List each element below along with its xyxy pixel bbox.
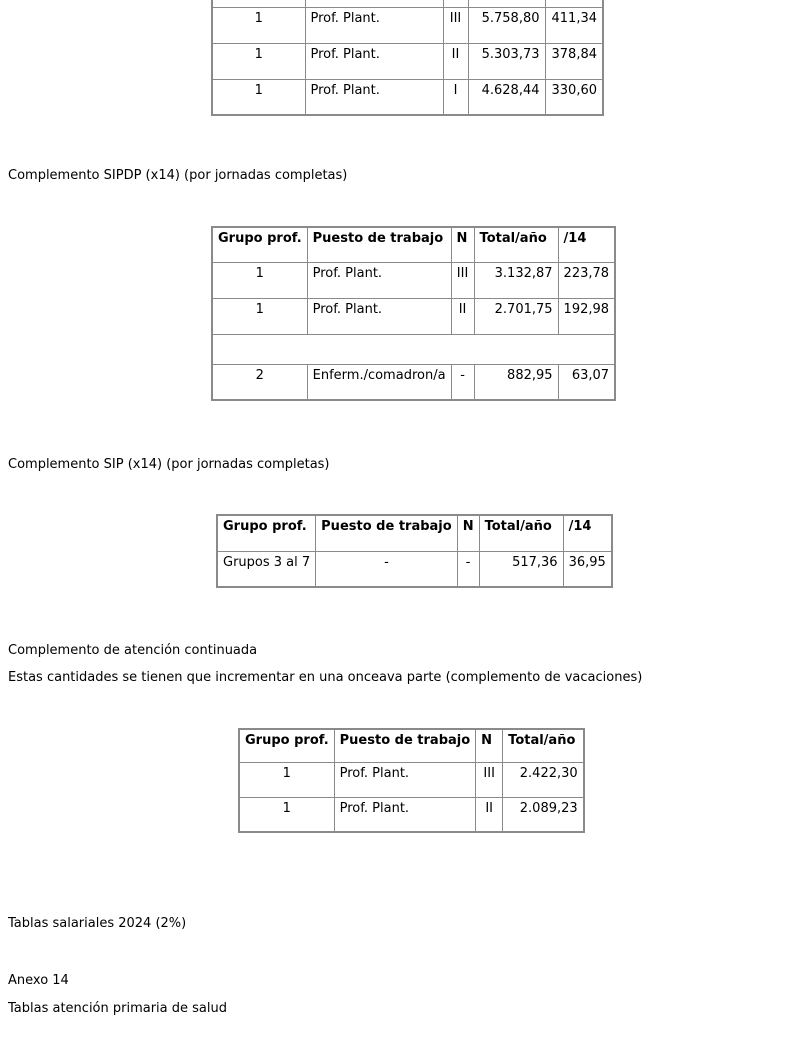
cell-nivel: I bbox=[443, 79, 468, 115]
header-grupo: Grupo prof. bbox=[239, 729, 334, 762]
cell-empty bbox=[305, 0, 443, 7]
cell-puesto: Prof. Plant. bbox=[307, 262, 451, 298]
cell-div14: 411,34 bbox=[545, 7, 603, 43]
cell-grupo: 1 bbox=[239, 797, 334, 832]
cell-puesto: Prof. Plant. bbox=[307, 298, 451, 334]
cell-grupo: 1 bbox=[212, 298, 307, 334]
cell-nivel: - bbox=[457, 551, 479, 587]
cell-total: 4.628,44 bbox=[468, 79, 545, 115]
cell-nivel: III bbox=[451, 262, 474, 298]
header-nivel: N bbox=[476, 729, 503, 762]
header-puesto: Puesto de trabajo bbox=[316, 515, 458, 551]
cell-nivel: III bbox=[476, 762, 503, 797]
table-row bbox=[212, 298, 615, 334]
table-sipdp bbox=[211, 226, 616, 401]
cell-empty bbox=[545, 0, 603, 7]
cell-total: 2.422,30 bbox=[503, 762, 584, 797]
header-total: Total/año bbox=[474, 227, 558, 262]
cell-grupo: Grupos 3 al 7 bbox=[217, 551, 316, 587]
cell-empty bbox=[212, 0, 305, 7]
cell-div14: 63,07 bbox=[558, 364, 615, 400]
cell-total: 517,36 bbox=[479, 551, 563, 587]
cell-grupo: 1 bbox=[212, 7, 305, 43]
table-row bbox=[239, 762, 584, 797]
section-note-atencion: Estas cantidades se tienen que incrementar en una onceava parte (complemento de vacaciones) bbox=[8, 670, 643, 685]
table-atencion bbox=[238, 728, 585, 833]
cell-total: 5.303,73 bbox=[468, 43, 545, 79]
table-row bbox=[239, 797, 584, 832]
cell-puesto: Prof. Plant. bbox=[334, 762, 476, 797]
cell-empty bbox=[468, 0, 545, 7]
cell-grupo: 1 bbox=[212, 79, 305, 115]
cell-nivel: II bbox=[476, 797, 503, 832]
cell-total: 2.089,23 bbox=[503, 797, 584, 832]
cell-puesto: Prof. Plant. bbox=[334, 797, 476, 832]
cell-grupo: 1 bbox=[212, 43, 305, 79]
table-header-row bbox=[239, 729, 584, 762]
table-row-empty bbox=[212, 334, 615, 364]
cell-total: 2.701,75 bbox=[474, 298, 558, 334]
cell-div14: 330,60 bbox=[545, 79, 603, 115]
cell-nivel: III bbox=[443, 7, 468, 43]
cell-puesto: Prof. Plant. bbox=[305, 43, 443, 79]
table-row bbox=[212, 79, 603, 115]
table-sip bbox=[216, 514, 613, 588]
cell-total: 882,95 bbox=[474, 364, 558, 400]
header-div14: /14 bbox=[563, 515, 612, 551]
table-row bbox=[212, 262, 615, 298]
cell-puesto: - bbox=[316, 551, 458, 587]
cell-puesto: Enferm./comadron/a bbox=[307, 364, 451, 400]
table-row bbox=[212, 43, 603, 79]
cell-puesto: Prof. Plant. bbox=[305, 7, 443, 43]
cell-puesto: Prof. Plant. bbox=[305, 79, 443, 115]
table-partial-top bbox=[211, 0, 604, 116]
cell-div14: 378,84 bbox=[545, 43, 603, 79]
header-nivel: N bbox=[457, 515, 479, 551]
cell-total: 3.132,87 bbox=[474, 262, 558, 298]
section-heading-sipdp: Complemento SIPDP (x14) (por jornadas completas) bbox=[8, 168, 348, 183]
cell-div14: 36,95 bbox=[563, 551, 612, 587]
header-total: Total/año bbox=[479, 515, 563, 551]
table-row bbox=[217, 551, 612, 587]
header-puesto: Puesto de trabajo bbox=[334, 729, 476, 762]
footer-tablas-primaria: Tablas atención primaria de salud bbox=[8, 1001, 227, 1016]
table-header-row bbox=[212, 227, 615, 262]
cell-grupo: 1 bbox=[212, 262, 307, 298]
cell-div14: 223,78 bbox=[558, 262, 615, 298]
table-row-cutoff bbox=[212, 0, 603, 7]
cell-div14: 192,98 bbox=[558, 298, 615, 334]
cell-nivel: - bbox=[451, 364, 474, 400]
cell-grupo: 1 bbox=[239, 762, 334, 797]
cell-nivel: II bbox=[451, 298, 474, 334]
footer-anexo: Anexo 14 bbox=[8, 973, 69, 988]
header-div14: /14 bbox=[558, 227, 615, 262]
table-row bbox=[212, 7, 603, 43]
header-grupo: Grupo prof. bbox=[212, 227, 307, 262]
cell-empty-merged bbox=[212, 334, 615, 364]
section-heading-atencion: Complemento de atención continuada bbox=[8, 643, 258, 658]
cell-empty bbox=[443, 0, 468, 7]
table-row bbox=[212, 364, 615, 400]
header-total: Total/año bbox=[503, 729, 584, 762]
cell-nivel: II bbox=[443, 43, 468, 79]
cell-total: 5.758,80 bbox=[468, 7, 545, 43]
header-puesto: Puesto de trabajo bbox=[307, 227, 451, 262]
header-nivel: N bbox=[451, 227, 474, 262]
header-grupo: Grupo prof. bbox=[217, 515, 316, 551]
section-heading-sip: Complemento SIP (x14) (por jornadas completas) bbox=[8, 457, 330, 472]
cell-grupo: 2 bbox=[212, 364, 307, 400]
table-header-row bbox=[217, 515, 612, 551]
footer-tablas-salariales: Tablas salariales 2024 (2%) bbox=[8, 916, 187, 931]
